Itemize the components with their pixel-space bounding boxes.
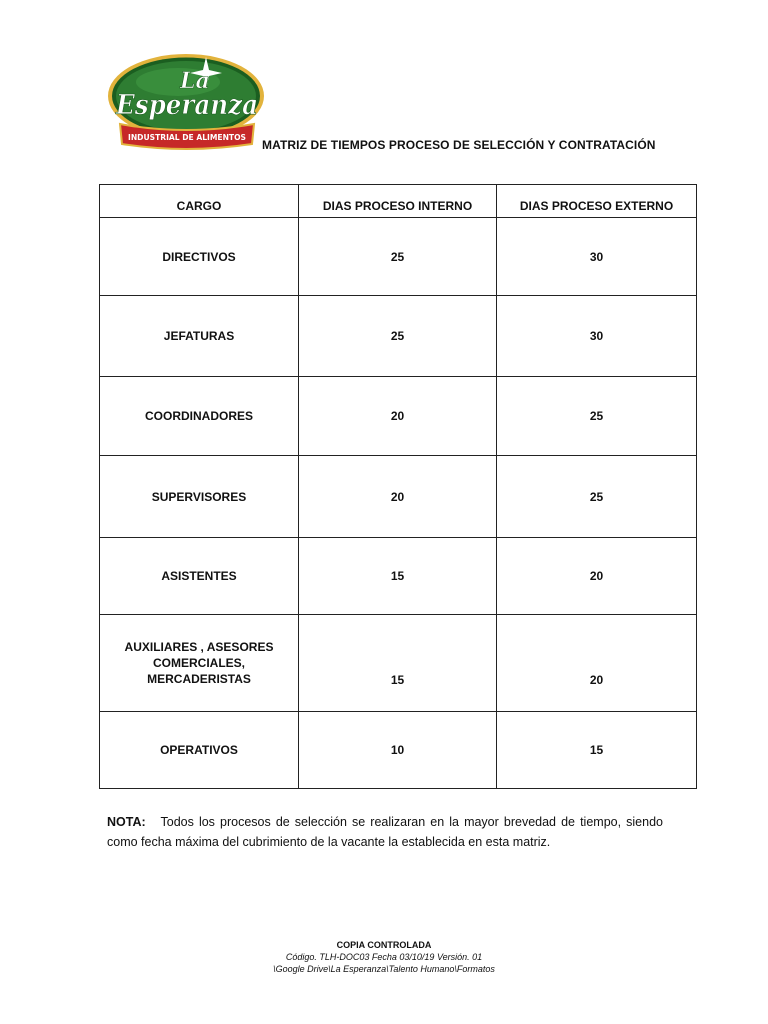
- column-header-interno: DIAS PROCESO INTERNO: [299, 185, 497, 218]
- externo-cell: 25: [497, 377, 697, 456]
- externo-cell: 30: [497, 218, 697, 296]
- logo-ribbon-text: INDUSTRIAL DE ALIMENTOS: [128, 132, 247, 142]
- interno-cell: 15: [299, 615, 497, 712]
- table-row: [100, 218, 697, 296]
- table-row: [100, 538, 697, 615]
- document-footer: [0, 939, 768, 975]
- cargo-cell: DIRECTIVOS: [100, 218, 299, 296]
- note-text: Todos los procesos de selección se realizaran en la mayor brevedad de tiempo, siendo como fecha máxima del cubrimiento de la vacante la establecida en esta matriz.: [107, 815, 663, 849]
- interno-cell: 25: [299, 218, 497, 296]
- document-title: MATRIZ DE TIEMPOS PROCESO DE SELECCIÓN Y CONTRATACIÓN: [262, 138, 656, 152]
- cargo-cell: SUPERVISORES: [100, 456, 299, 538]
- cargo-cell: COORDINADORES: [100, 377, 299, 456]
- note-label: NOTA:: [107, 815, 146, 829]
- logo-brand-line2: Esperanza: [115, 90, 258, 121]
- interno-cell: 20: [299, 456, 497, 538]
- column-header-externo: DIAS PROCESO EXTERNO: [497, 185, 697, 218]
- footer-code-line: Código. TLH-DOC03 Fecha 03/10/19 Versión. 01: [285, 952, 483, 962]
- footer-path-line: \Google Drive\La Esperanza\Talento Humano\Formatos: [273, 964, 495, 974]
- column-header-cargo: CARGO: [100, 185, 299, 218]
- externo-cell: 20: [497, 538, 697, 615]
- externo-cell: 20: [497, 615, 697, 712]
- externo-cell: 25: [497, 456, 697, 538]
- la-esperanza-logo-graphic: [106, 52, 266, 150]
- table-header-row: [100, 185, 697, 218]
- table-row: [100, 296, 697, 377]
- logo-brand-line1: La: [180, 68, 210, 94]
- cargo-cell: AUXILIARES , ASESORES COMERCIALES, MERCADERISTAS: [100, 615, 299, 712]
- cargo-cell: JEFATURAS: [100, 296, 299, 377]
- note-paragraph: [107, 812, 663, 852]
- company-logo: [106, 52, 266, 150]
- table-row: [100, 615, 697, 712]
- footer-title: COPIA CONTROLADA: [336, 940, 432, 950]
- table-row: [100, 377, 697, 456]
- interno-cell: 25: [299, 296, 497, 377]
- cargo-cell: ASISTENTES: [100, 538, 299, 615]
- table-row: [100, 456, 697, 538]
- selection-time-matrix: [99, 184, 697, 789]
- externo-cell: 30: [497, 296, 697, 377]
- table-row: [100, 712, 697, 789]
- interno-cell: 15: [299, 538, 497, 615]
- externo-cell: 15: [497, 712, 697, 789]
- interno-cell: 10: [299, 712, 497, 789]
- interno-cell: 20: [299, 377, 497, 456]
- cargo-cell: OPERATIVOS: [100, 712, 299, 789]
